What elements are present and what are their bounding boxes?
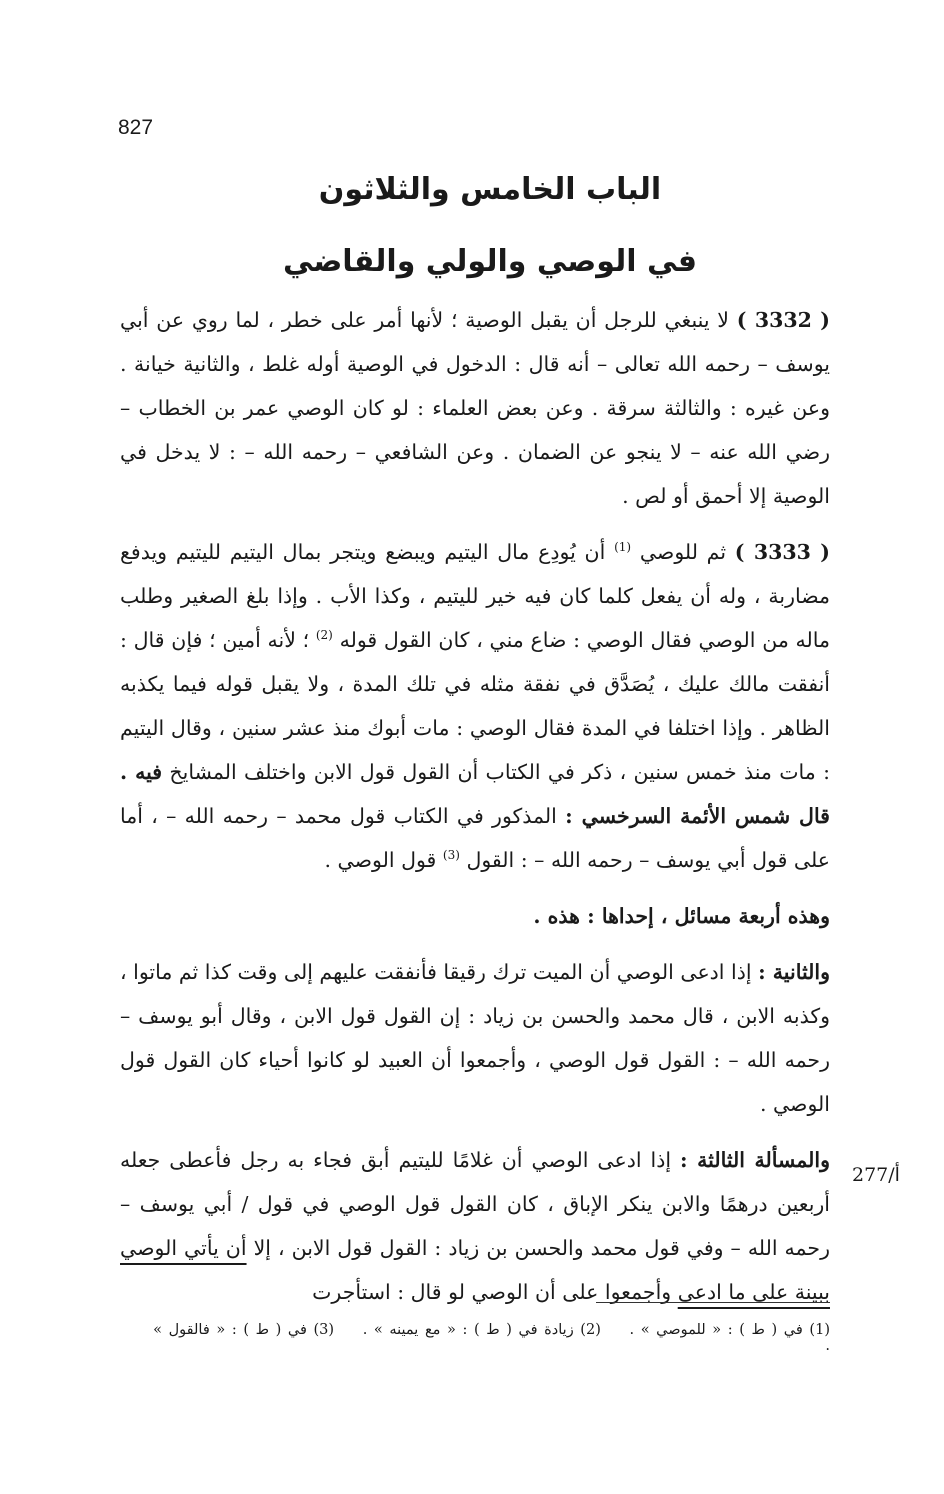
- folio-margin-note: 277/أ: [852, 1164, 900, 1186]
- paragraph-number: ( 3332 ): [736, 308, 830, 332]
- footnote-1: (1) في ( ط ) : « للموصي » .: [629, 1322, 830, 1338]
- paragraph-text-bold: فيه . قال شمس الأئمة السرخسي :: [120, 760, 830, 828]
- footnote-ref-3: (3): [442, 848, 460, 863]
- footnote-3: (3) في ( ط ) : « فالقول » .: [153, 1322, 830, 1354]
- paragraph-four-issues: وهذه أربعة مسائل ، إحداها : هذه .: [533, 904, 830, 928]
- footnote-divider: [596, 1302, 830, 1303]
- paragraph-text: وأجمعوا على أن الوصي لو قال : استأجرت: [312, 1280, 672, 1304]
- paragraph-3332: [120, 298, 830, 518]
- paragraph-lead: والمسألة الثالثة :: [680, 1148, 830, 1172]
- footnote-ref-2: (2): [315, 628, 333, 643]
- paragraph-number: ( 3333 ): [734, 540, 830, 564]
- body-text: [120, 298, 830, 1326]
- footnote-2: (2) زيادة في ( ط ) : « مع يمينه » .: [362, 1322, 601, 1338]
- paragraph-text: أن يُودِع مال اليتيم ويبضع ويتجر بمال اليتيم لليتيم ويدفع مضاربة ، وله أن يفعل كلما كان فيه خير لليتيم ، وكذا الأب . وإذا بلغ الصغير وطلب ماله من الوصي فقال الوصي : ضاع مني ، كان القول قوله: [120, 540, 830, 652]
- page-number: 827: [118, 116, 154, 139]
- paragraph-text: ثم للوصي: [639, 540, 727, 564]
- paragraph-text: ؛ لأنه أمين ؛ فإن قال : أنفقت مالك عليك ، يُصَدَّق في نفقة مثله في تلك المدة ، ولا يقبل قوله فيما يكذبه الظاهر . وإذا اختلفا في المدة فقال الوصي : مات أبوك منذ عشر سنين ، وقال اليتيم : مات منذ خمس سنين ، ذكر في الكتاب أن القول قول الابن واختلف المشايخ: [120, 628, 830, 784]
- paragraph-second-issue: [120, 950, 830, 1126]
- chapter-subheading: في الوصي والولي والقاضي: [282, 244, 698, 279]
- footnote-ref-1: (1): [614, 540, 632, 555]
- paragraph-text: إذا ادعى الوصي أن الميت ترك رقيقا فأنفقت عليهم إلى وقت كذا ثم ماتوا ، وكذبه الابن ، قال محمد والحسن بن زياد : إن القول قول الابن ، وقال أبو يوسف – رحمه الله – : القول قول الوصي ، وأجمعوا أن العبيد لو كانوا أحياء كان القول قول الوصي .: [120, 960, 830, 1116]
- paragraph-text: إذا ادعى الوصي أن غلامًا لليتيم أبق فجاء به رجل فأعطى جعله أربعين درهمًا والابن ينكر الإباق ، كان القول قول الوصي في قول / أبي يوسف – رحمه الله – وفي قول محمد والحسن بن زياد : القول قول الابن ، إلا: [120, 1148, 830, 1260]
- chapter-heading: الباب الخامس والثلاثون: [318, 172, 662, 207]
- paragraph-3333: [120, 530, 830, 882]
- paragraph-lead: والثانية :: [758, 960, 830, 984]
- paragraph-third-issue: [120, 1138, 830, 1314]
- paragraph-text: لا ينبغي للرجل أن يقبل الوصية ؛ لأنها أمر على خطر ، لما روي عن أبي يوسف – رحمه الله تعالى – أنه قال : الدخول في الوصية أوله غلط ، والثانية خيانة . وعن غيره : والثالثة سرقة . وعن بعض العلماء : لو كان الوصي عمر بن الخطاب – رضي الله عنه – لا ينجو عن الضمان . وعن الشافعي – رحمه الله – : لا يدخل في الوصية إلا أحمق أو لص .: [120, 308, 830, 508]
- paragraph-text: المذكور في الكتاب قول محمد – رحمه الله – ، أما على قول أبي يوسف – رحمه الله – : القول: [120, 804, 830, 872]
- footnotes: [120, 1322, 830, 1354]
- underlined-text: أن يأتي الوصي ببينة على ما ادعى: [120, 1236, 830, 1304]
- paragraph-text: قول الوصي .: [324, 848, 437, 872]
